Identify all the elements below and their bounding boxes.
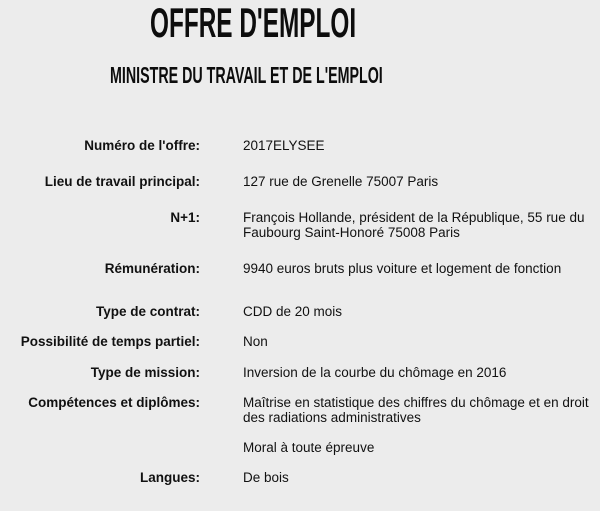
field-value: Moral à toute épreuve: [243, 440, 375, 455]
field-label: Numéro de l'offre:: [84, 138, 200, 153]
field-value: Maîtrise en statistique des chiffres du chômage et en droit des radiations administratives: [243, 395, 589, 425]
page-subtitle: MINISTRE DU TRAVAIL ET DE L'EMPLOI: [110, 62, 383, 88]
field-value: 2017ELYSEE: [243, 138, 325, 153]
field-value: François Hollande, président de la République, 55 rue du Faubourg Saint-Honoré 75008 Paris: [243, 210, 585, 240]
field-label: Type de mission:: [90, 365, 200, 380]
field-value: Non: [243, 334, 268, 349]
page-title: OFFRE D'EMPLOI: [150, 0, 357, 46]
field-label: Lieu de travail principal:: [44, 174, 200, 189]
field-value: De bois: [243, 470, 289, 485]
field-value: Inversion de la courbe du chômage en 2016: [243, 365, 507, 380]
field-value: 9940 euros bruts plus voiture et logement de fonction: [243, 261, 562, 276]
field-label: Possibilité de temps partiel:: [20, 334, 200, 349]
field-label: N+1:: [170, 210, 200, 225]
field-label: Rémunération:: [104, 261, 200, 276]
field-label: Type de contrat:: [95, 304, 200, 319]
field-label: Langues:: [139, 470, 200, 485]
field-value: CDD de 20 mois: [243, 304, 343, 319]
field-value: 127 rue de Grenelle 75007 Paris: [243, 174, 439, 189]
field-label: Compétences et diplômes:: [28, 395, 200, 410]
